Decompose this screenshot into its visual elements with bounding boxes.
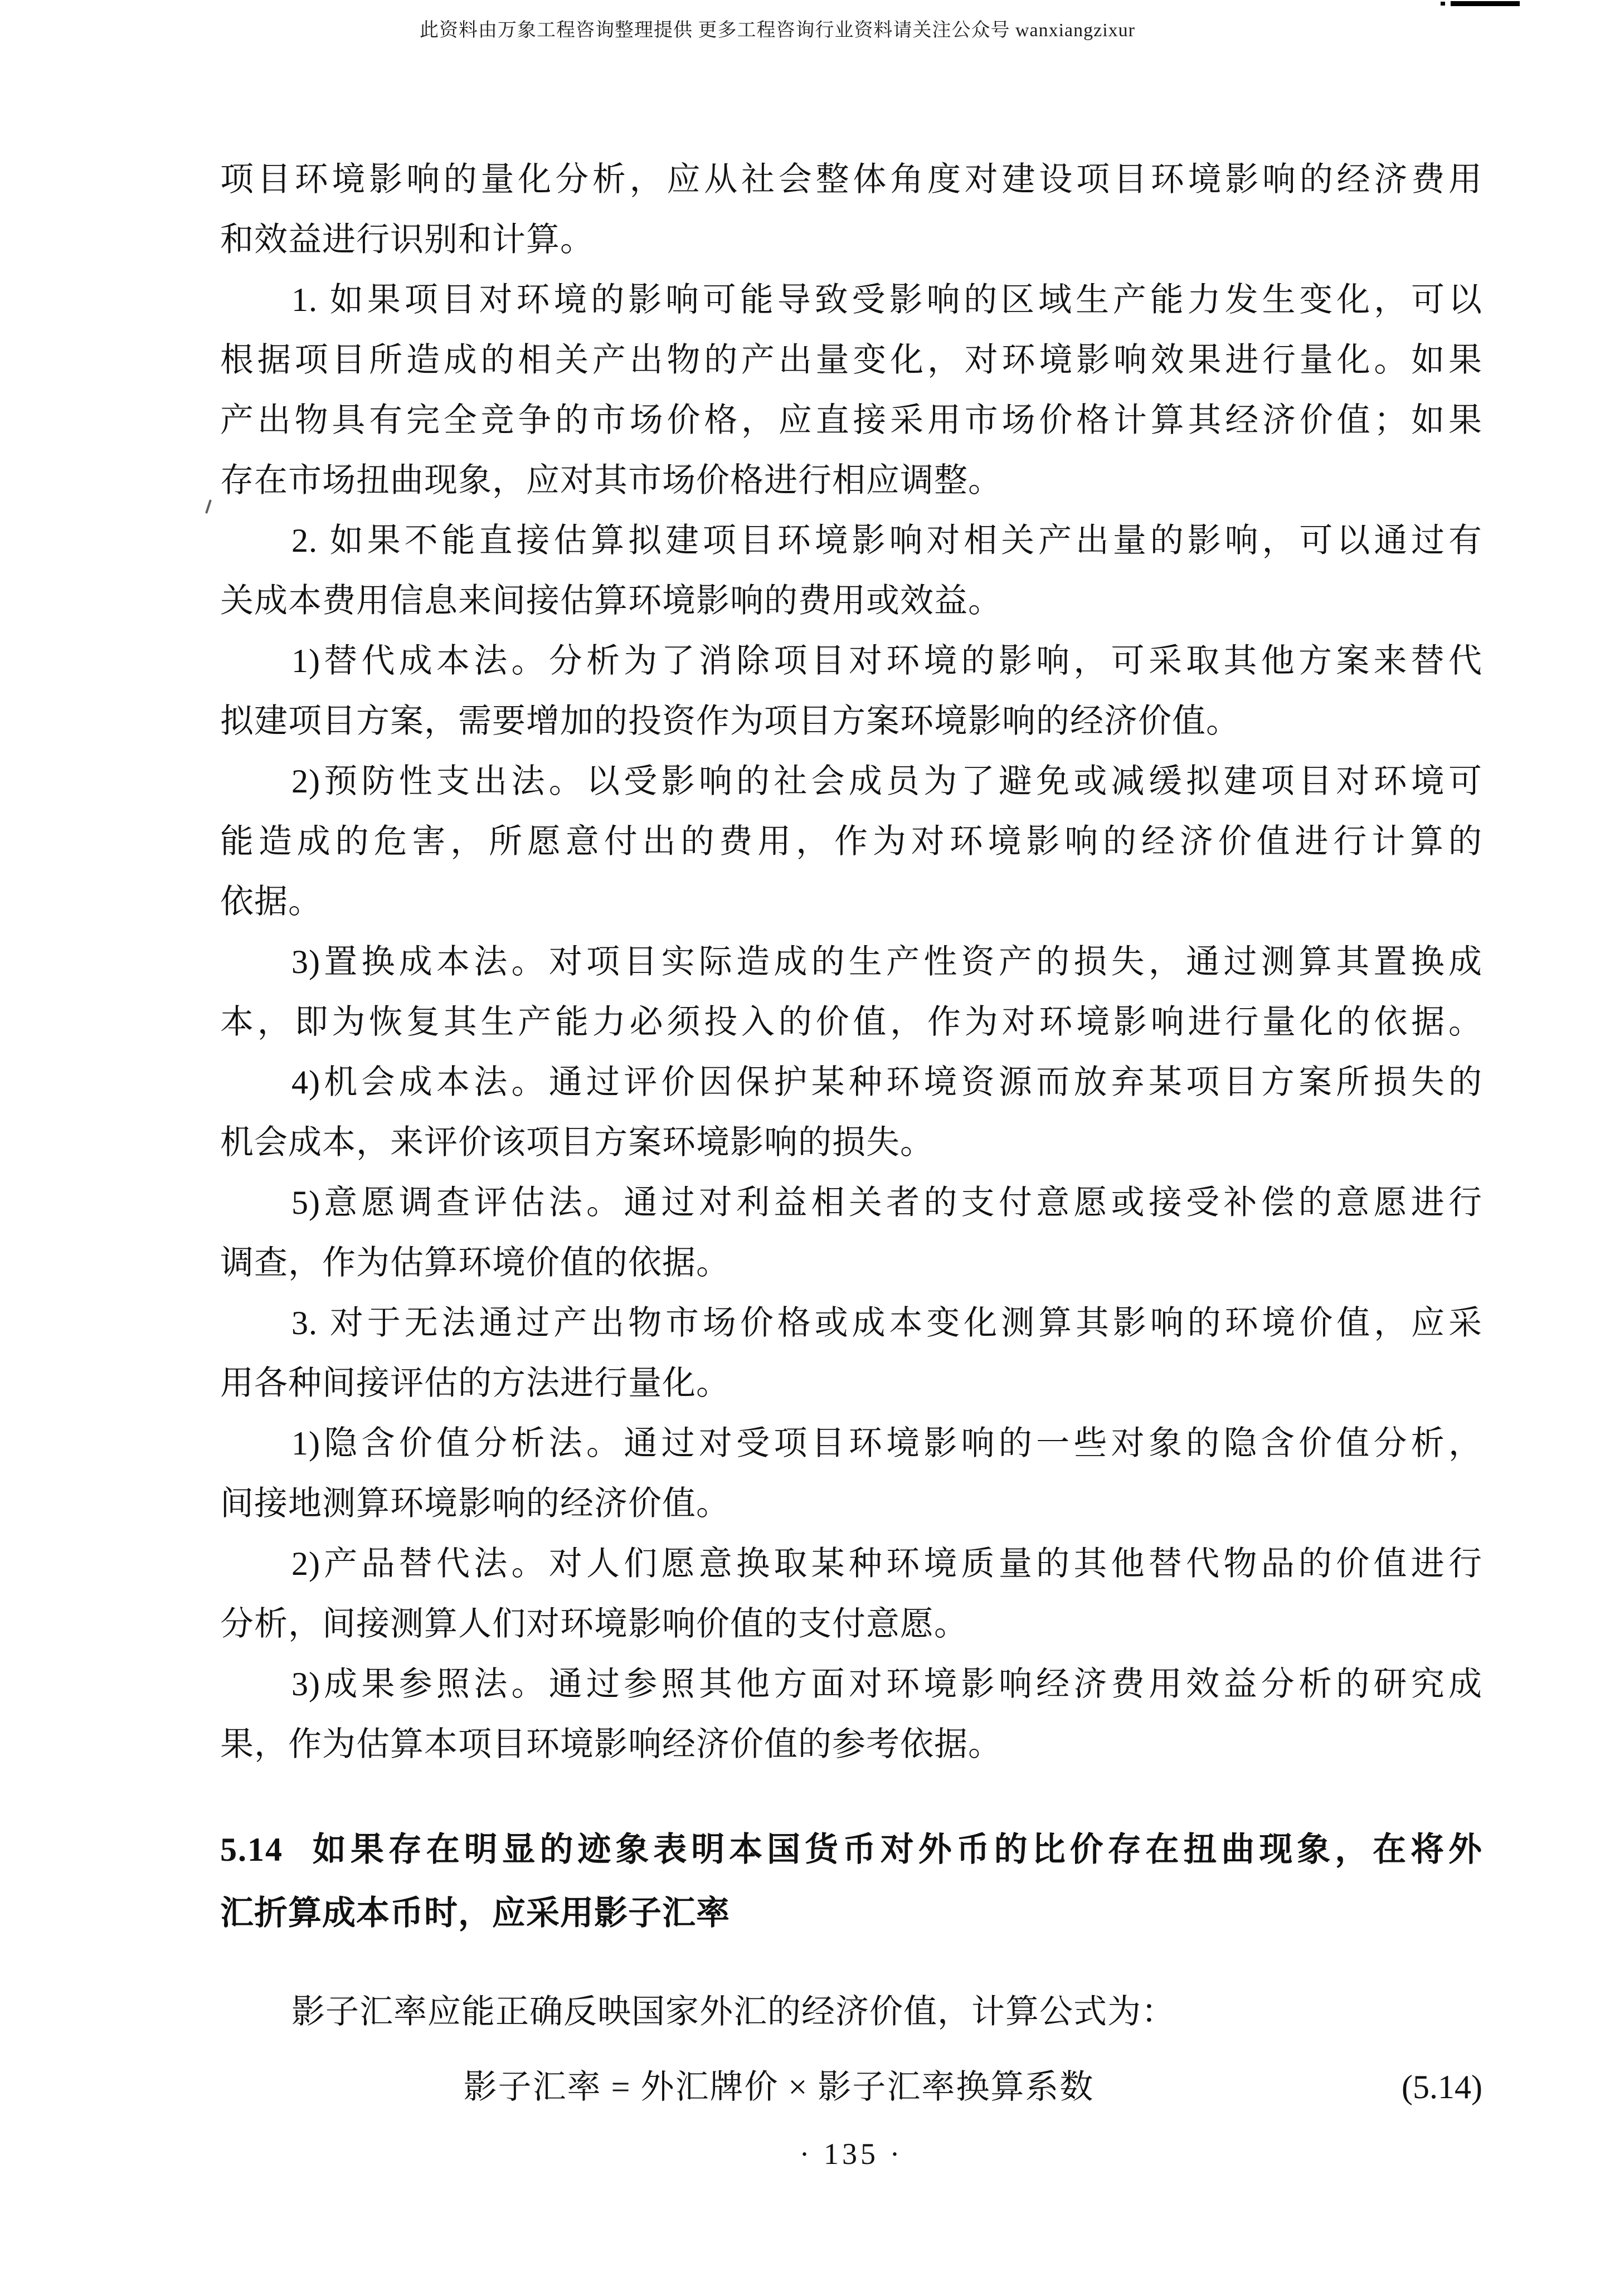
body-line: 3. 对于无法通过产出物市场价格或成本变化测算其影响的环境价值，应采 — [291, 1305, 1482, 1341]
body-line: 依据。 — [220, 883, 322, 920]
body-line: 2. 如果不能直接估算拟建项目环境影响对相关产出量的影响，可以通过有 — [291, 522, 1482, 559]
page-body — [220, 149, 1482, 2171]
section-heading-line: 汇折算成本币时，应采用影子汇率 — [220, 1895, 730, 1932]
section-heading-5-14 — [220, 1818, 1482, 1945]
body-line: 和效益进行识别和计算。 — [220, 221, 594, 258]
formula-row — [220, 2056, 1482, 2118]
body-line: 关成本费用信息来间接估算环境影响的费用或效益。 — [220, 582, 1002, 619]
formula-expression: 影子汇率 = 外汇牌价 × 影子汇率换算系数 — [463, 2069, 1095, 2105]
scan-edge-bar — [1451, 1, 1520, 6]
body-line: 根据项目所造成的相关产出物的产出量变化，对环境影响效果进行量化。如果 — [220, 342, 1482, 378]
body-line: 能造成的危害，所愿意付出的费用，作为对环境影响的经济价值进行计算的 — [220, 823, 1482, 860]
ink-smudge — [205, 499, 212, 514]
body-line: 3)置换成本法。对项目实际造成的生产性资产的损失，通过测算其置换成 — [291, 943, 1482, 980]
body-line: 分析，间接测算人们对环境影响价值的支付意愿。 — [220, 1606, 968, 1642]
body-line: 调查，作为估算环境价值的依据。 — [220, 1244, 730, 1281]
body-line: 项目环境影响的量化分析，应从社会整体角度对建设项目环境影响的经济费用 — [220, 161, 1482, 198]
section-number: 5.14 — [220, 1831, 283, 1868]
body-line: 产出物具有完全竞争的市场价格，应直接采用市场价格计算其经济价值；如果 — [220, 402, 1482, 439]
body-line: 3)成果参照法。通过参照其他方面对环境影响经济费用效益分析的研究成 — [291, 1666, 1482, 1702]
body-line: 5)意愿调查评估法。通过对利益相关者的支付意愿或接受补偿的意愿进行 — [291, 1184, 1482, 1221]
body-line: 4)机会成本法。通过评价因保护某种环境资源而放弃某项目方案所损失的 — [291, 1064, 1482, 1101]
body-line: 2)产品替代法。对人们愿意换取某种环境质量的其他替代物品的价值进行 — [291, 1545, 1482, 1582]
section-title-text: 如果存在明显的迹象表明本国货币对外币的比价存在扭曲现象，在将外 — [309, 1831, 1482, 1868]
section-heading-line — [220, 1818, 1482, 1881]
body-line: 1)替代成本法。分析为了消除项目对环境的影响，可采取其他方案来替代 — [291, 643, 1482, 679]
body-line: 果，作为估算本项目环境影响经济价值的参考依据。 — [220, 1726, 1002, 1763]
body-line: 1. 如果项目对环境的影响可能导致受影响的区域生产能力发生变化，可以 — [291, 281, 1482, 318]
body-line: 2)预防性支出法。以受影响的社会成员为了避免或减缓拟建项目对环境可 — [291, 763, 1482, 800]
page-number: · 135 · — [799, 2137, 903, 2171]
equation-number: (5.14) — [1402, 2069, 1482, 2105]
formula-intro: 影子汇率应能正确反映国家外汇的经济价值，计算公式为： — [291, 1993, 1175, 2030]
body-line: 间接地测算环境影响的经济价值。 — [220, 1485, 730, 1522]
scan-edge-dot — [1441, 2, 1445, 6]
body-line: 存在市场扭曲现象，应对其市场价格进行相应调整。 — [220, 462, 1002, 499]
body-line: 本，即为恢复其生产能力必须投入的价值，作为对环境影响进行量化的依据。 — [220, 1004, 1482, 1040]
header-disclaimer: 此资料由万象工程咨询整理提供 更多工程咨询行业资料请关注公众号 wanxiangzixur — [419, 20, 1136, 41]
body-line: 机会成本，来评价该项目方案环境影响的损失。 — [220, 1124, 934, 1161]
body-line: 用各种间接评估的方法进行量化。 — [220, 1365, 730, 1402]
body-line: 1)隐含价值分析法。通过对受项目环境影响的一些对象的隐含价值分析， — [291, 1425, 1482, 1462]
body-line: 拟建项目方案，需要增加的投资作为项目方案环境影响的经济价值。 — [220, 703, 1240, 740]
